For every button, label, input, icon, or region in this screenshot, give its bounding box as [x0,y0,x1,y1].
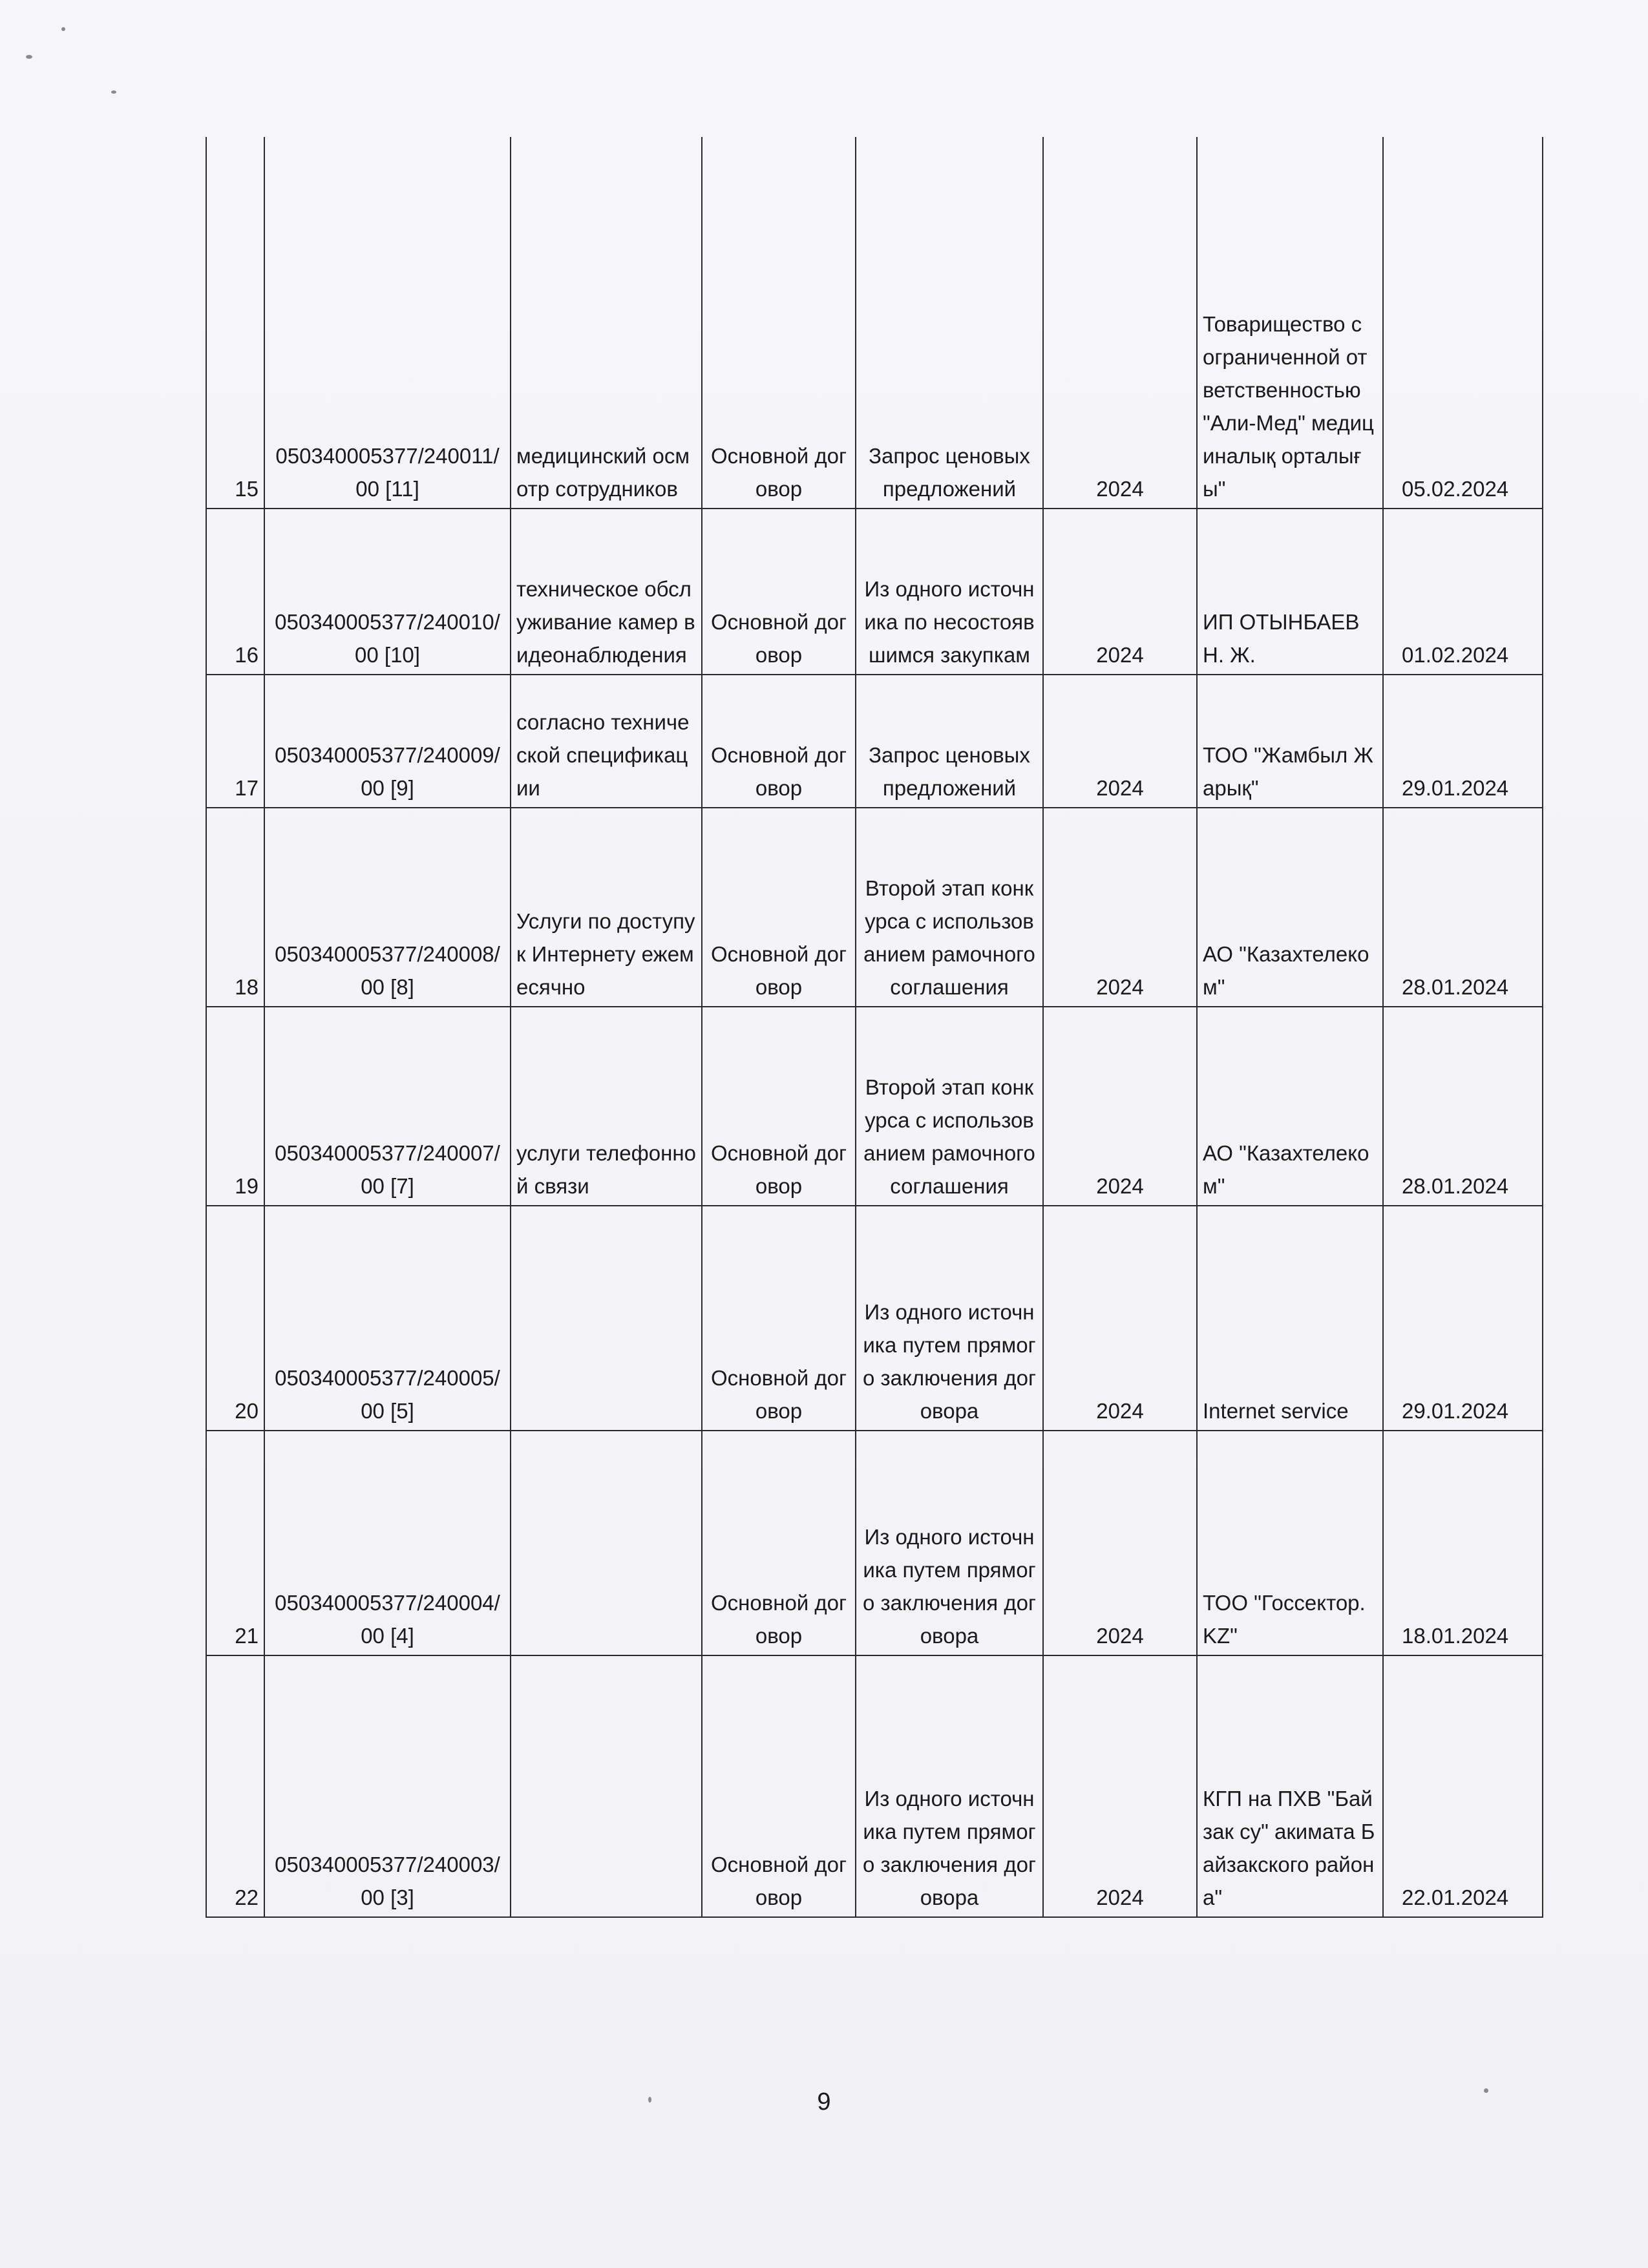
contract-subject: услуги телефонной связи [511,1007,702,1206]
contract-type: Основной договор [702,1007,856,1206]
row-number: 17 [206,675,264,808]
supplier-name: Товарищество с ограниченной ответственностью "Али-Мед" медициналық орталығы" [1197,137,1383,509]
table-row [206,137,1543,509]
contract-id: 050340005377/240004/00 [4] [264,1431,511,1655]
contract-type: Основной договор [702,137,856,509]
supplier-name: Internet service [1197,1206,1383,1431]
contract-id: 050340005377/240005/00 [5] [264,1206,511,1431]
procurement-method: Второй этап конкурса с использованием рамочного соглашения [856,808,1043,1007]
row-number: 15 [206,137,264,509]
contract-date: 05.02.2024 [1383,137,1543,509]
scan-speck [648,2097,651,2103]
contract-date: 28.01.2024 [1383,808,1543,1007]
contract-year: 2024 [1043,1655,1197,1917]
contract-type: Основной договор [702,1431,856,1655]
contract-year: 2024 [1043,1206,1197,1431]
table-row [206,675,1543,808]
contract-id: 050340005377/240008/00 [8] [264,808,511,1007]
procurement-method: Из одного источника путем прямого заключения договора [856,1655,1043,1917]
scan-speck [61,27,65,31]
contract-id: 050340005377/240011/00 [11] [264,137,511,509]
scan-speck [1484,2088,1488,2093]
supplier-name: ТОО "Жамбыл Жарық" [1197,675,1383,808]
contract-subject [511,1206,702,1431]
contract-type: Основной договор [702,1655,856,1917]
contract-subject: согласно технической спецификации [511,675,702,808]
contract-date: 29.01.2024 [1383,675,1543,808]
contract-id: 050340005377/240003/00 [3] [264,1655,511,1917]
contract-id: 050340005377/240007/00 [7] [264,1007,511,1206]
contract-subject: медицинский осмотр сотрудников [511,137,702,509]
contract-subject: Услуги по доступу к Интернету ежемесячно [511,808,702,1007]
scan-speck [26,55,32,59]
scan-speck [111,90,116,94]
supplier-name: ТОО "Госсектор.KZ" [1197,1431,1383,1655]
contract-id: 050340005377/240009/00 [9] [264,675,511,808]
contract-subject: техническое обслуживание камер видеонаблюдения [511,509,702,675]
procurement-method: Из одного источника путем прямого заключения договора [856,1206,1043,1431]
table-row [206,808,1543,1007]
contract-type: Основной договор [702,808,856,1007]
contract-subject [511,1655,702,1917]
table-row [206,1655,1543,1917]
contract-year: 2024 [1043,137,1197,509]
contract-date: 01.02.2024 [1383,509,1543,675]
contract-year: 2024 [1043,675,1197,808]
contract-type: Основной договор [702,1206,856,1431]
contract-date: 29.01.2024 [1383,1206,1543,1431]
procurement-method: Второй этап конкурса с использованием рамочного соглашения [856,1007,1043,1206]
contract-year: 2024 [1043,509,1197,675]
page-number: 9 [817,2088,831,2116]
contract-type: Основной договор [702,675,856,808]
supplier-name: АО "Казахтелеком" [1197,808,1383,1007]
contract-type: Основной договор [702,509,856,675]
supplier-name: АО "Казахтелеком" [1197,1007,1383,1206]
table-row [206,1431,1543,1655]
contract-date: 28.01.2024 [1383,1007,1543,1206]
row-number: 21 [206,1431,264,1655]
contract-year: 2024 [1043,808,1197,1007]
contracts-table [206,137,1543,1918]
contract-subject [511,1431,702,1655]
procurement-method: Из одного источника по несостоявшимся закупкам [856,509,1043,675]
procurement-method: Из одного источника путем прямого заключения договора [856,1431,1043,1655]
row-number: 19 [206,1007,264,1206]
contract-date: 18.01.2024 [1383,1431,1543,1655]
supplier-name: КГП на ПХВ "Байзак су" акимата Байзакского района" [1197,1655,1383,1917]
row-number: 18 [206,808,264,1007]
supplier-name: ИП ОТЫНБАЕВ Н. Ж. [1197,509,1383,675]
contract-year: 2024 [1043,1007,1197,1206]
row-number: 20 [206,1206,264,1431]
table-row [206,1007,1543,1206]
contract-id: 050340005377/240010/00 [10] [264,509,511,675]
table-row [206,1206,1543,1431]
procurement-method: Запрос ценовых предложений [856,137,1043,509]
row-number: 16 [206,509,264,675]
table-row [206,509,1543,675]
row-number: 22 [206,1655,264,1917]
contract-year: 2024 [1043,1431,1197,1655]
contract-date: 22.01.2024 [1383,1655,1543,1917]
procurement-method: Запрос ценовых предложений [856,675,1043,808]
